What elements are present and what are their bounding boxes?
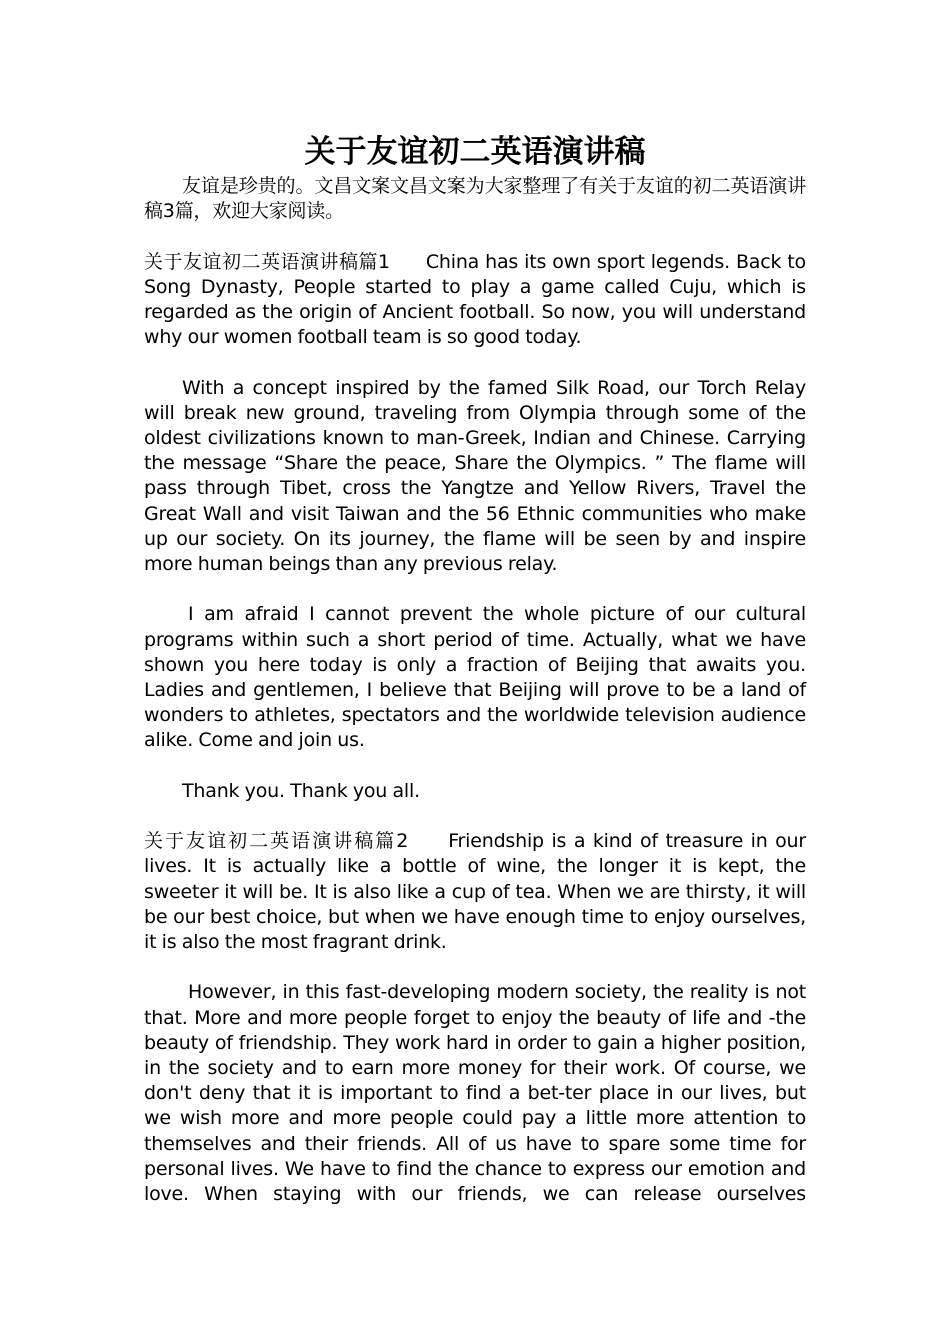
paragraph-gap [144,754,806,779]
paragraph-gap [144,224,806,249]
paragraph-gap [144,955,806,980]
paragraph-gap [144,804,806,829]
section-1-text-1: China has its own sport legends. Back to Song Dynasty, People started to play a game called Cuju, which is regarded as the origin of Ancient football. So now, you will understand why our women football team is so good today. [144,250,806,349]
intro-paragraph: 友谊是珍贵的。文昌文案文昌文案为大家整理了有关于友谊的初二英语演讲稿3篇，欢迎大家阅读。 [144,175,806,223]
section-1-paragraph-2: With a concept inspired by the famed Silk Road, our Torch Relay will break new ground, traveling from Olympia through some of the oldest civilizations known to man-Greek, Indian and Chinese. Carrying the message “Share the peace, Share the Olympics. ” The flame will pass through Tibet, cross the Yangtze and Yellow Rivers, Travel the Great Wall and visit Taiwan and the 56 Ethnic communities who make up our society. On its journey, the flame will be seen by and inspire more human beings than any previous relay. [144,376,806,576]
section-2-paragraph-1 [144,829,806,955]
document-page [144,130,806,1207]
section-1-paragraph-1 [144,250,806,351]
section-2-paragraph-2: However, in this fast-developing modern society, the reality is not that. More and more people forget to enjoy the beauty of life and -the beauty of friendship. They work hard in order to gain a higher position, in the society and to earn more money for their work. Of course, we don't deny that it is important to find a bet-ter place in our lives, but we wish more and more people could pay a little more attention to themselves and their friends. All of us have to spare some time for personal lives. We have to find the chance to express our emotion and love. When staying with our friends, we can release ourselves [144,981,806,1206]
document-title: 关于友谊初二英语演讲稿 [304,134,646,170]
section-2-label: 关于友谊初二英语演讲稿篇2 [144,830,409,853]
section-2-text-1: Friendship is a kind of treasure in our lives. It is actually like a bottle of wine, the longer it is kept, the sweeter it will be. It is also like a cup of tea. When we are thirsty, it will be our best choice, but when we have enough time to enjoy ourselves, it is also the most fragrant drink. [144,830,806,954]
paragraph-gap [144,350,806,375]
section-1-paragraph-4: Thank you. Thank you all. [182,779,420,802]
section-1-paragraph-3: I am afraid I cannot prevent the whole picture of our cultural programs within such a short period of time. Actually, what we have shown you here today is only a fraction of Beijing that awaits you. Ladies and gentlemen, I believe that Beijing will prove to be a land of wonders to athletes, spectators and the worldwide television audience alike. Come and join us. [144,603,806,752]
section-1-label: 关于友谊初二英语演讲稿篇1 [144,250,390,273]
paragraph-gap [144,577,806,602]
